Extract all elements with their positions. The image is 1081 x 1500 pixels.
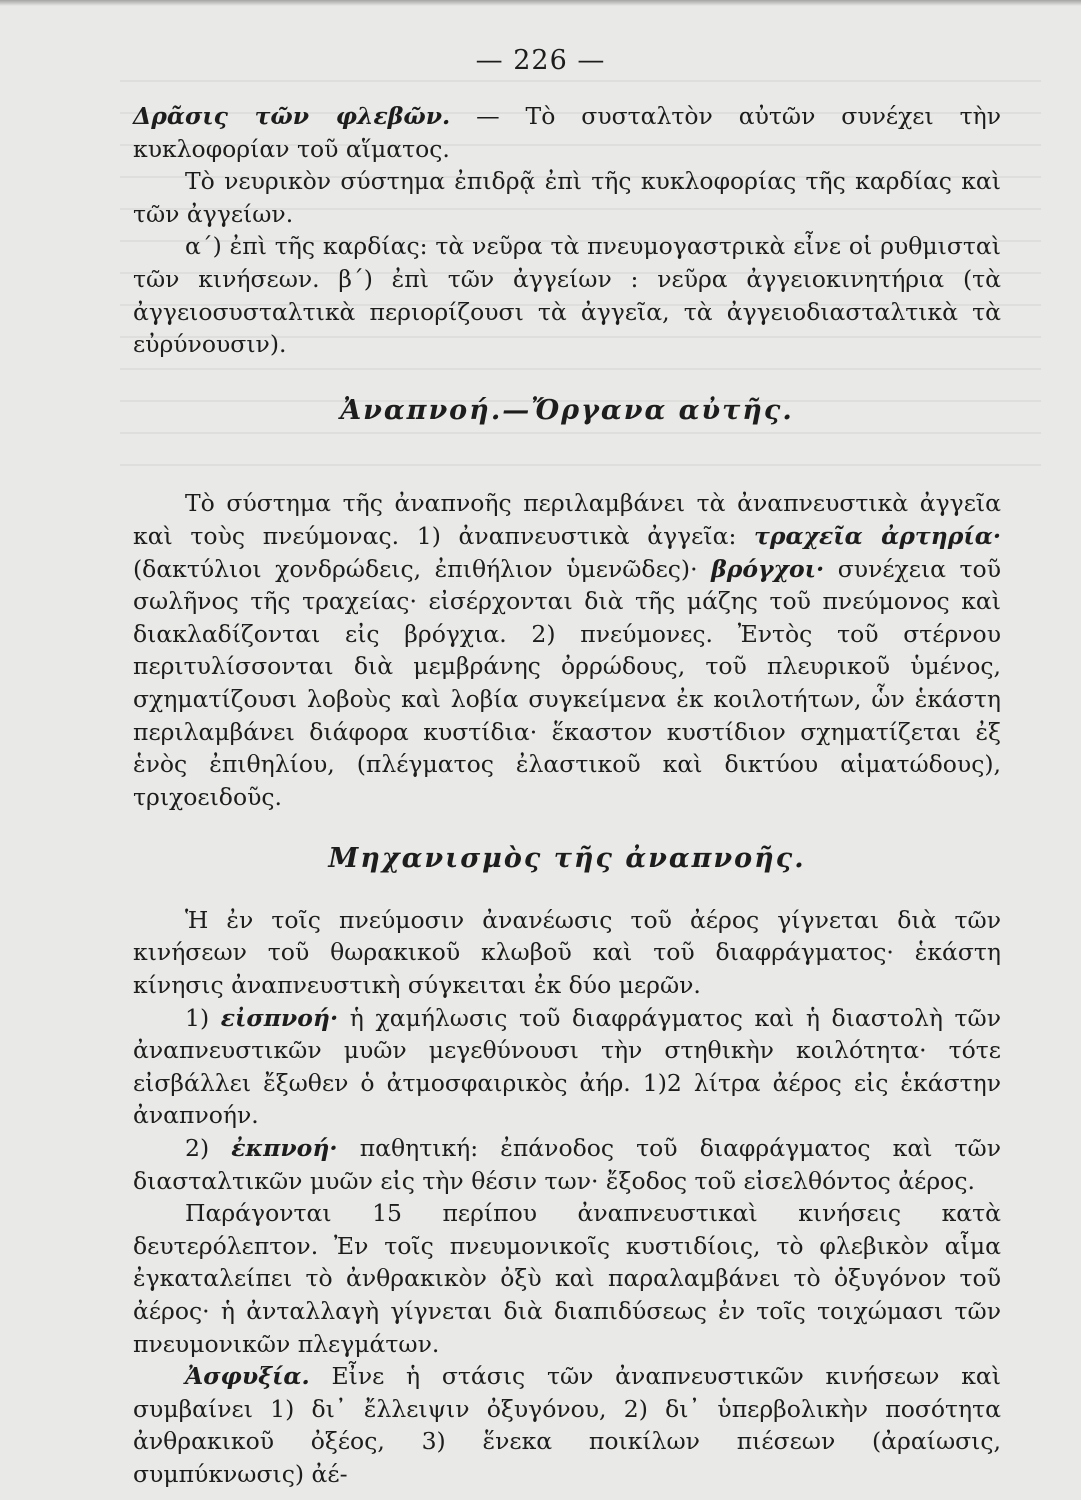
- inhalation-lead: 1): [185, 1003, 221, 1032]
- respiratory-text-3: συνέχεια τοῦ σωλῆνος τῆς τραχείας· εἰσέρχονται διὰ τῆς μάζης τοῦ πνεύμονος καὶ διακλαδίζονται εἰς βρόγχια. 2) πνεύμονες. Ἐντὸς τοῦ στέρνου περιτυλίσσονται διὰ μεμβράνης ὀρρώδους, τοῦ πλευρικοῦ ὑμένος, σχηματίζουσι λοβοὺς καὶ λοβία συγκείμενα ἐκ κοιλοτήτων, ὧν ἑκάστη περιλαμβάνει διάφορα κυστίδια· ἕκαστον κυστίδιον σχηματίζεται ἐξ ἑνὸς ἐπιθηλίου, (πλέγματος ἐλαστικοῦ καὶ δικτύου αἱματώδους), τριχοειδοῦς.: [133, 554, 1001, 811]
- paragraph-veins-text: — Τὸ συσταλτὸν αὐτῶν συνέχει τὴν κυκλοφορίαν τοῦ αἵματος.: [133, 102, 1001, 163]
- paragraph-exhalation: [133, 1132, 1001, 1197]
- term-inhalation: εἰσπνοή·: [220, 1003, 339, 1032]
- asphyxia-text: Εἶνε ἡ στάσις τῶν ἀναπνευστικῶν κινήσεων καὶ συμβαίνει 1) δι᾽ ἔλλειψιν ὀξυγόνου, 2) δι᾽ ὑπερβολικὴν ποσότητα ἀνθρακικοῦ ὀξέος, 3) ἕνεκα ποικίλων πιέσεων (ἀραίωσις, συμπύκνωσις) ἀέ-: [133, 1362, 1001, 1488]
- exhalation-lead: 2): [185, 1134, 232, 1163]
- page-top-edge: [0, 0, 1081, 6]
- term-bronchi: βρόγχοι·: [711, 554, 825, 583]
- term-exhalation: ἐκπνοή·: [231, 1134, 338, 1163]
- page-number: — 226 —: [475, 45, 606, 76]
- paragraph-inhalation: [133, 1002, 1001, 1132]
- term-veins-action: Δρᾶσις τῶν φλεβῶν.: [133, 102, 451, 130]
- inhalation-text: ἡ χαμήλωσις τοῦ διαφράγματος καὶ ἡ διαστολὴ τῶν ἀναπνευστικῶν μυῶν μεγεθύνουσι τὴν στηθικὴν κοιλότητα· τότε εἰσβάλλει ἔξωθεν ὁ ἀτμοσφαιρικὸς ἀήρ. 1)2 λίτρα ἀέρος εἰς ἑκάστην ἀναπνοήν.: [133, 1003, 1001, 1130]
- respiratory-text-1: Τὸ σύστημα τῆς ἀναπνοῆς περιλαμβάνει τὰ ἀναπνευστικὰ ἀγγεῖα καὶ τοὺς πνεύμονας. 1) ἀναπνευστικὰ ἀγγεῖα:: [133, 489, 1001, 550]
- respiratory-text-2: (δακτύλιοι χονδρώδεις, ἐπιθήλιον ὑμενῶδες)·: [133, 554, 712, 583]
- exhalation-text: παθητική: ἐπάνοδος τοῦ διαφράγματος καὶ τῶν διασταλτικῶν μυῶν εἰς τὴν θέσιν των· ἔξοδος τοῦ εἰσελθόντος ἀέρος.: [133, 1134, 1001, 1195]
- paragraph-asphyxia: [133, 1360, 1001, 1490]
- paragraph-veins: [133, 100, 1001, 165]
- paragraph-respiratory-system: [133, 487, 1001, 813]
- paragraph-nervous-system: Τὸ νευρικὸν σύστημα ἐπιδρᾷ ἐπὶ τῆς κυκλοφορίας τῆς καρδίας καὶ τῶν ἀγγείων.: [133, 167, 1001, 228]
- heading-respiration: Ἀναπνοή.—Ὄργανα αὐτῆς.: [340, 394, 794, 426]
- paragraph-heart-vessels: α΄) ἐπὶ τῆς καρδίας: τὰ νεῦρα τὰ πνευμογαστρικὰ εἶνε οἱ ρυθμισταὶ τῶν κινήσεων. β΄) ἐπὶ τῶν ἀγγείων : νεῦρα ἀγγειοκινητήρια (τὰ ἀγγειοσυσταλτικὰ περιορίζουσι τὰ ἀγγεῖα, τὰ ἀγγειοδιασταλτικὰ τὰ εὐρύνουσιν).: [133, 232, 1001, 359]
- page-body: [133, 100, 1001, 1491]
- term-trachea: τραχεῖα ἀρτηρία·: [754, 521, 1002, 550]
- heading-mechanism: Μηχανισμὸς τῆς ἀναπνοῆς.: [328, 843, 806, 875]
- paragraph-air-renewal: Ἡ ἐν τοῖς πνεύμοσιν ἀνανέωσις τοῦ ἀέρος γίγνεται διὰ τῶν κινήσεων τοῦ θωρακικοῦ κλωβοῦ καὶ τοῦ διαφράγματος· ἑκάστη κίνησις ἀναπνευστικὴ σύγκειται ἐκ δύο μερῶν.: [133, 905, 1001, 1000]
- paragraph-breathing-rate: Παράγονται 15 περίπου ἀναπνευστικαὶ κινήσεις κατὰ δευτερόλεπτον. Ἐν τοῖς πνευμονικοῖς κυστιδίοις, τὸ φλεβικὸν αἷμα ἐγκαταλείπει τὸ ἀνθρακικὸν ὀξὺ καὶ παραλαμβάνει τὸ ὀξυγόνον τοῦ ἀέρος· ἡ ἀνταλλαγὴ γίγνεται διὰ διαπιδύσεως ἐν τοῖς τοιχώμασι τῶν πνευμονικῶν πλεγμάτων.: [133, 1199, 1001, 1358]
- term-asphyxia: Ἀσφυξία.: [185, 1362, 310, 1391]
